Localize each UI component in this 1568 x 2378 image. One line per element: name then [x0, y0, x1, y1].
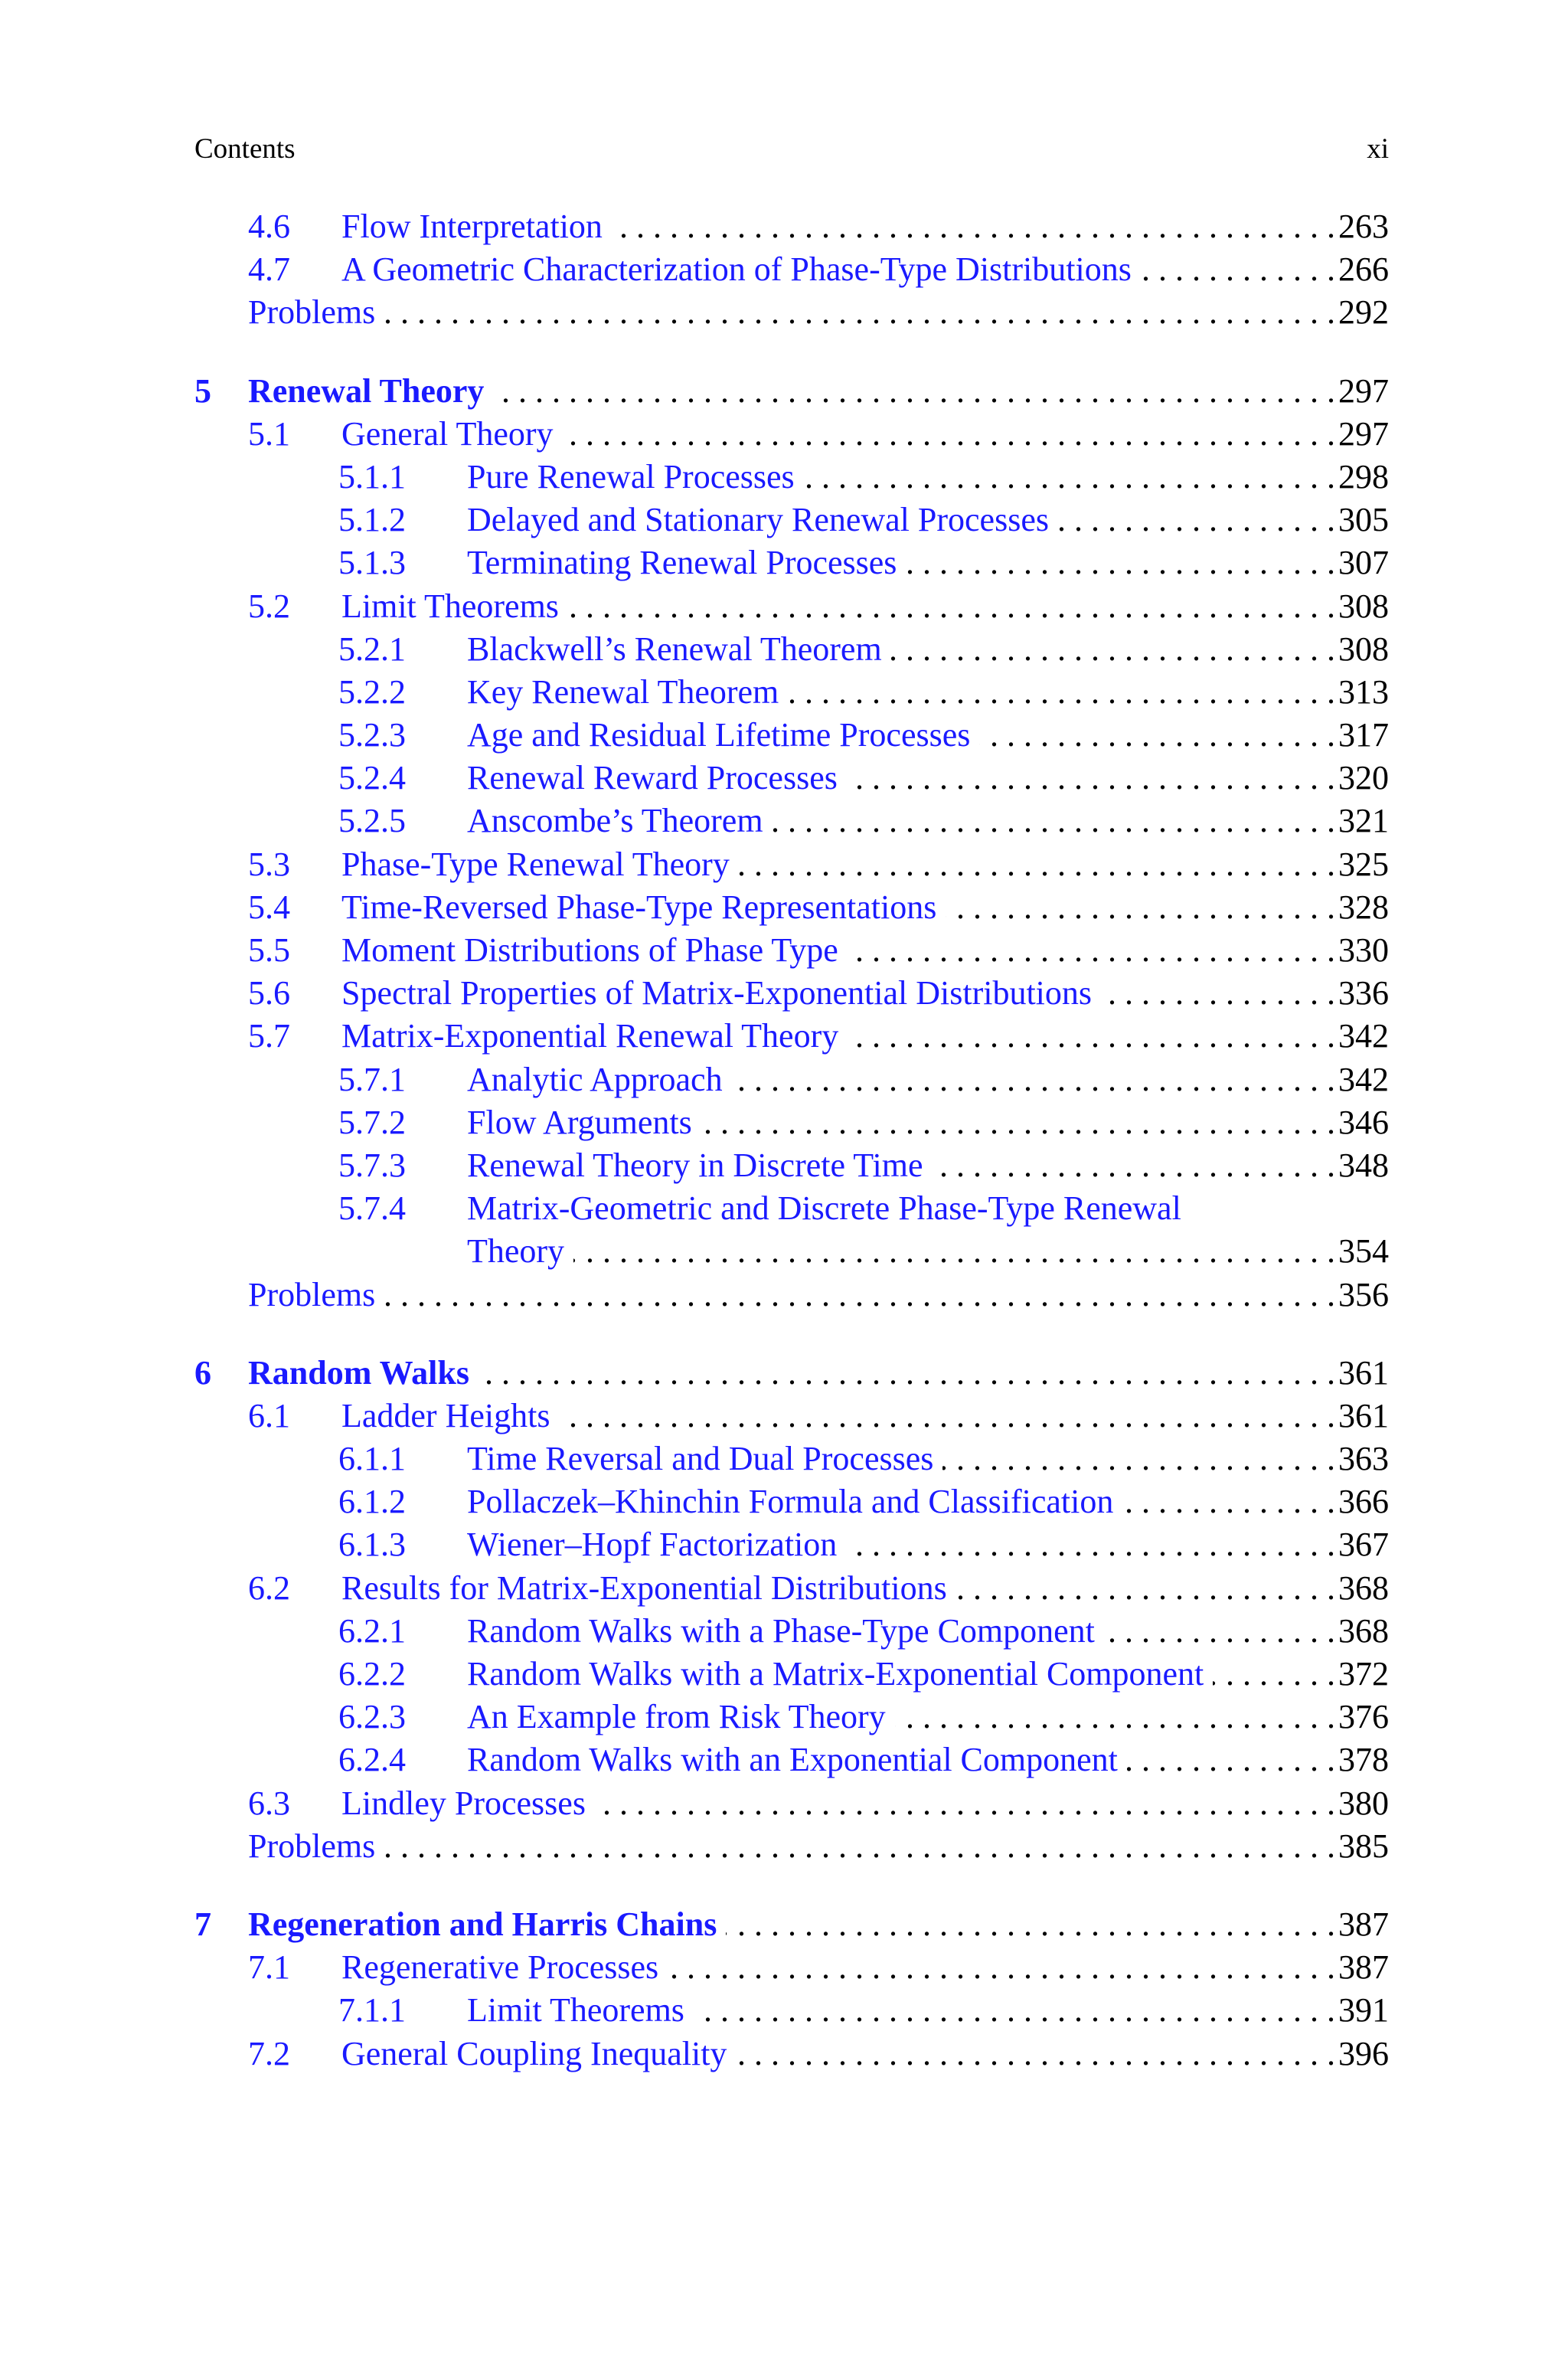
toc-entry-number: 5.4 — [248, 888, 290, 926]
toc-entry-number: 4.6 — [248, 208, 290, 245]
dot-leader — [568, 585, 1335, 628]
toc-entry-line — [341, 1395, 1389, 1438]
toc-entry-line — [341, 886, 1389, 929]
toc-entry-number: 7.1 — [248, 1948, 290, 1987]
toc-entry[interactable] — [194, 1274, 1389, 1317]
toc-entry-page: 342 — [1338, 1060, 1389, 1098]
toc-entry-number: 5.1 — [248, 414, 290, 453]
toc-entry-title[interactable]: Time-Reversed Phase-Type Representations — [341, 888, 937, 926]
toc-entry-line — [467, 757, 1389, 800]
toc-entry-line — [341, 2033, 1389, 2075]
toc-entry-title[interactable]: Random Walks with a Phase-Type Component — [467, 1611, 1095, 1650]
toc-entry-title[interactable]: Pure Renewal Processes — [467, 457, 795, 496]
toc-entry-title[interactable]: Renewal Theory in Discrete Time — [467, 1146, 923, 1184]
toc-entry-line — [467, 1438, 1389, 1480]
toc-entry-page: 330 — [1338, 931, 1389, 969]
toc-entry-title[interactable]: Age and Residual Lifetime Processes — [467, 716, 971, 754]
toc-entry-number: 5.6 — [248, 974, 290, 1012]
toc-entry-title[interactable]: Limit Theorems — [341, 587, 559, 625]
toc-entry-title[interactable]: Random Walks with an Exponential Component — [467, 1741, 1118, 1779]
toc-entry-line — [467, 499, 1389, 541]
toc-entry-line — [467, 1523, 1389, 1566]
toc-entry-title[interactable]: Pollaczek–Khinchin Formula and Classification — [467, 1483, 1114, 1521]
toc-entry[interactable] — [194, 1946, 1389, 1989]
toc-entry-line — [467, 1480, 1389, 1523]
toc-entry-line — [467, 1739, 1389, 1781]
toc-entry-number: 6.1.3 — [338, 1526, 406, 1564]
toc-entry-line — [341, 1782, 1389, 1825]
toc-entry[interactable] — [194, 1015, 1389, 1058]
toc-entry-title[interactable]: Regenerative Processes — [341, 1948, 659, 1987]
toc-entry[interactable] — [194, 671, 1389, 714]
dot-leader — [694, 1989, 1335, 2032]
toc-entry-number: 6 — [194, 1353, 211, 1392]
dot-leader — [906, 541, 1335, 584]
toc-entry-line — [248, 1274, 1389, 1317]
toc-entry-page: 305 — [1338, 501, 1389, 539]
toc-entry-number: 5.2.2 — [338, 672, 406, 711]
toc-entry[interactable] — [194, 1480, 1389, 1523]
toc-entry-title[interactable]: Time Reversal and Dual Processes — [467, 1440, 934, 1478]
toc-entry-title[interactable]: Moment Distributions of Phase Type — [341, 931, 838, 969]
toc-entry-title[interactable]: Renewal Theory — [248, 371, 485, 410]
toc-entry-line — [341, 1946, 1389, 1989]
dot-leader — [895, 1696, 1335, 1739]
toc-entry-page: 356 — [1338, 1275, 1389, 1313]
toc-entry-number: 5.7.2 — [338, 1103, 406, 1141]
toc-entry-number: 5.1.2 — [338, 501, 406, 539]
toc-entry-page: 308 — [1338, 630, 1389, 668]
toc-entry-line — [341, 248, 1389, 291]
dot-leader — [846, 1523, 1335, 1566]
toc-entry-page: 363 — [1338, 1440, 1389, 1478]
toc-entry-title[interactable]: General Theory — [341, 414, 554, 453]
toc-entry-page: 336 — [1338, 974, 1389, 1012]
toc-entry-page: 263 — [1338, 208, 1389, 245]
toc-entry-number: 5.7.4 — [338, 1189, 406, 1228]
toc-entry-number: 5.3 — [248, 845, 290, 883]
dot-leader — [1101, 972, 1335, 1015]
dot-leader — [979, 714, 1335, 757]
dot-leader — [726, 1903, 1335, 1946]
toc-entry[interactable] — [194, 1395, 1389, 1438]
toc-entry-page: 292 — [1338, 293, 1389, 332]
toc-entry-title[interactable]: Problems — [248, 1275, 376, 1313]
dot-leader — [384, 291, 1335, 334]
toc-entry-title[interactable]: Limit Theorems — [467, 1991, 684, 2030]
toc-entry-number: 5.7.1 — [338, 1060, 406, 1098]
toc-entry-page: 325 — [1338, 845, 1389, 883]
toc-entry-page: 396 — [1338, 2034, 1389, 2072]
toc-entry-line — [467, 800, 1389, 842]
toc-entry-number: 6.1 — [248, 1396, 290, 1434]
toc-entry-page: 297 — [1338, 371, 1389, 410]
dot-leader — [946, 886, 1335, 929]
dot-leader — [1122, 1480, 1335, 1523]
toc-entry-number: 5.5 — [248, 931, 290, 969]
toc-entry-line — [341, 413, 1389, 456]
toc-chapter-entry[interactable] — [194, 1903, 1389, 1946]
toc-entry-number: 4.7 — [248, 250, 290, 289]
toc-entry-page: 297 — [1338, 414, 1389, 453]
dot-leader — [1127, 1739, 1335, 1781]
toc-entry-title[interactable]: Regeneration and Harris Chains — [248, 1905, 717, 1943]
toc-entry-title[interactable]: Spectral Properties of Matrix-Exponential Distributions — [341, 974, 1093, 1012]
toc-entry[interactable] — [194, 248, 1389, 291]
dot-leader — [804, 456, 1335, 499]
toc-chapter-entry[interactable] — [194, 1352, 1389, 1395]
toc-entry-number: 5.2 — [248, 587, 290, 625]
toc-entry-title[interactable]: Problems — [248, 293, 376, 332]
dot-leader — [384, 1274, 1335, 1317]
toc-entry-line — [467, 671, 1389, 714]
dot-leader — [736, 2033, 1335, 2075]
toc-entry[interactable] — [194, 456, 1389, 499]
toc-entry-line — [341, 843, 1389, 886]
toc-entry-title[interactable]: Key Renewal Theorem — [467, 672, 779, 711]
toc-entry-title[interactable]: An Example from Risk Theory — [467, 1698, 886, 1736]
toc-entry-title[interactable]: Lindley Processes — [341, 1784, 586, 1822]
toc-entry-line — [248, 1903, 1389, 1946]
toc-entry-line — [341, 929, 1389, 972]
toc-entry-line — [467, 541, 1389, 584]
toc-entry-title[interactable]: Matrix-Geometric and Discrete Phase-Type Renewal — [467, 1189, 1181, 1228]
toc-entry-title[interactable]: Wiener–Hopf Factorization — [467, 1526, 838, 1564]
toc-entry-title[interactable]: Theory — [467, 1232, 565, 1271]
toc-entry-line — [467, 1144, 1389, 1187]
toc-entry-title[interactable]: Terminating Renewal Processes — [467, 544, 897, 582]
dot-leader — [933, 1144, 1335, 1187]
toc-entry-number: 5.1.3 — [338, 544, 406, 582]
toc-entry-number: 7.1.1 — [338, 1991, 406, 2030]
toc-entry-line — [467, 1653, 1389, 1696]
toc-entry-line — [467, 456, 1389, 499]
toc-entry-title[interactable]: Flow Interpretation — [341, 208, 603, 245]
dot-leader — [479, 1352, 1335, 1395]
toc-entry[interactable] — [194, 1696, 1389, 1739]
toc-entry-title[interactable]: Random Walks — [248, 1353, 469, 1392]
dot-leader — [847, 757, 1335, 800]
toc-entry[interactable] — [194, 291, 1389, 334]
toc-entry-page: 368 — [1338, 1568, 1389, 1607]
toc-entry-page: 354 — [1338, 1232, 1389, 1271]
toc-entry[interactable] — [194, 800, 1389, 842]
toc-entry[interactable] — [194, 757, 1389, 800]
toc-entry-title[interactable]: Matrix-Exponential Renewal Theory — [341, 1017, 839, 1055]
toc-entry[interactable] — [194, 886, 1389, 929]
toc-entry[interactable] — [194, 205, 1389, 248]
toc-entry[interactable] — [194, 1058, 1389, 1101]
dot-leader — [668, 1946, 1335, 1989]
dot-leader — [739, 843, 1335, 886]
toc-entry-page: 317 — [1338, 716, 1389, 754]
toc-entry-line — [467, 1187, 1389, 1230]
toc-entry[interactable] — [194, 1567, 1389, 1610]
toc-entry-number: 6.2.3 — [338, 1698, 406, 1736]
toc-chapter-entry[interactable] — [194, 370, 1389, 413]
toc-entry-number: 6.1.2 — [338, 1483, 406, 1521]
toc-entry-line — [341, 1567, 1389, 1610]
toc-entry-line — [467, 1230, 1389, 1273]
toc-entry-title[interactable]: Phase-Type Renewal Theory — [341, 845, 730, 883]
toc-entry-number: 6.2 — [248, 1568, 290, 1607]
dot-leader — [1058, 499, 1335, 541]
dot-leader — [1141, 248, 1335, 291]
dot-leader — [848, 1015, 1335, 1058]
toc-entry[interactable] — [194, 1523, 1389, 1566]
toc-entry[interactable] — [194, 1825, 1389, 1868]
toc-entry[interactable] — [194, 929, 1389, 972]
toc-entry-page: 320 — [1338, 759, 1389, 797]
toc-entry-page: 387 — [1338, 1905, 1389, 1943]
toc-entry-page: 348 — [1338, 1146, 1389, 1184]
toc-entry-number: 5.2.4 — [338, 759, 406, 797]
dot-leader — [493, 370, 1335, 413]
toc-entry-line — [467, 714, 1389, 757]
toc-entry-title[interactable]: Flow Arguments — [467, 1103, 692, 1141]
toc-entry[interactable] — [194, 2033, 1389, 2075]
toc-entry[interactable] — [194, 1101, 1389, 1144]
toc-entry-line — [248, 370, 1389, 413]
toc-entry-page: 298 — [1338, 457, 1389, 496]
toc-entry-line — [467, 1610, 1389, 1653]
toc-entry-page: 321 — [1338, 802, 1389, 840]
toc-entry-page: 307 — [1338, 544, 1389, 582]
toc-entry[interactable] — [194, 541, 1389, 584]
toc-entry-page: 372 — [1338, 1655, 1389, 1693]
dot-leader — [956, 1567, 1335, 1610]
toc-entry-page: 308 — [1338, 587, 1389, 625]
toc-entry-number: 7 — [194, 1905, 211, 1943]
toc-entry-page: 342 — [1338, 1017, 1389, 1055]
toc-entry-number: 6.3 — [248, 1784, 290, 1822]
table-of-contents — [194, 205, 1389, 2075]
toc-entry-page: 313 — [1338, 672, 1389, 711]
toc-entry[interactable] — [194, 585, 1389, 628]
toc-entry-page: 368 — [1338, 1611, 1389, 1650]
dot-leader — [788, 671, 1335, 714]
toc-entry-page: 376 — [1338, 1698, 1389, 1736]
toc-entry-number: 5.2.5 — [338, 802, 406, 840]
toc-entry-page: 361 — [1338, 1353, 1389, 1392]
dot-leader — [559, 1395, 1335, 1438]
toc-entry-number: 6.1.1 — [338, 1440, 406, 1478]
toc-entry[interactable] — [194, 1610, 1389, 1653]
toc-entry-number: 5 — [194, 371, 211, 410]
toc-entry-line — [467, 1058, 1389, 1101]
toc-entry-page: 328 — [1338, 888, 1389, 926]
toc-entry-page: 346 — [1338, 1103, 1389, 1141]
toc-entry-page: 366 — [1338, 1483, 1389, 1521]
toc-entry[interactable] — [194, 714, 1389, 757]
dot-leader — [595, 1782, 1335, 1825]
toc-entry-number: 6.2.2 — [338, 1655, 406, 1693]
dot-leader — [891, 628, 1335, 671]
toc-entry-page: 380 — [1338, 1784, 1389, 1822]
toc-entry[interactable] — [194, 1438, 1389, 1480]
toc-entry[interactable] — [194, 1230, 1389, 1273]
toc-entry-title[interactable]: General Coupling Inequality — [341, 2034, 727, 2072]
dot-leader — [384, 1825, 1335, 1868]
toc-entry-number: 5.2.3 — [338, 716, 406, 754]
toc-entry-number: 5.7 — [248, 1017, 290, 1055]
toc-entry[interactable] — [194, 1144, 1389, 1187]
toc-entry-page: 387 — [1338, 1948, 1389, 1987]
toc-entry-title[interactable]: Blackwell’s Renewal Theorem — [467, 630, 882, 668]
dot-leader — [573, 1230, 1335, 1273]
toc-entry-title[interactable]: Renewal Reward Processes — [467, 759, 838, 797]
dot-leader — [1104, 1610, 1335, 1653]
dot-leader — [942, 1438, 1335, 1480]
dot-leader — [1213, 1653, 1335, 1696]
toc-entry-line — [467, 1101, 1389, 1144]
toc-entry[interactable] — [194, 1653, 1389, 1696]
dot-leader — [732, 1058, 1335, 1101]
toc-entry-number: 7.2 — [248, 2034, 290, 2072]
toc-entry-title[interactable]: Results for Matrix-Exponential Distributions — [341, 1568, 947, 1607]
toc-entry-number: 6.2.4 — [338, 1741, 406, 1779]
toc-entry-page: 367 — [1338, 1526, 1389, 1564]
toc-entry-title[interactable]: Analytic Approach — [467, 1060, 723, 1098]
toc-entry-line — [341, 585, 1389, 628]
toc-entry-page: 391 — [1338, 1991, 1389, 2030]
toc-entry[interactable] — [194, 413, 1389, 456]
toc-entry-line — [467, 1989, 1389, 2032]
toc-entry-title[interactable]: Random Walks with a Matrix-Exponential Component — [467, 1655, 1204, 1693]
toc-entry[interactable] — [194, 1989, 1389, 2032]
toc-entry[interactable] — [194, 628, 1389, 671]
toc-entry-line — [248, 1825, 1389, 1868]
dot-leader — [773, 800, 1335, 842]
running-head-title: Contents — [194, 133, 296, 165]
toc-entry[interactable] — [194, 843, 1389, 886]
toc-entry[interactable] — [194, 1187, 1389, 1230]
toc-entry-number: 5.1.1 — [338, 457, 406, 496]
toc-entry-title[interactable]: A Geometric Characterization of Phase-Type Distributions — [341, 250, 1132, 289]
toc-entry-title[interactable]: Ladder Heights — [341, 1396, 550, 1434]
toc-entry-line — [467, 628, 1389, 671]
toc-entry-number: 6.2.1 — [338, 1611, 406, 1650]
page-number: xi — [1367, 133, 1389, 165]
toc-entry-line — [341, 972, 1389, 1015]
toc-entry-page: 378 — [1338, 1741, 1389, 1779]
toc-entry[interactable] — [194, 499, 1389, 541]
dot-leader — [612, 205, 1335, 248]
toc-entry-title[interactable]: Problems — [248, 1827, 376, 1865]
toc-entry[interactable] — [194, 972, 1389, 1015]
toc-entry-number: 5.2.1 — [338, 630, 406, 668]
toc-entry-page: 385 — [1338, 1827, 1389, 1865]
running-head — [194, 130, 1389, 168]
dot-leader — [563, 413, 1335, 456]
toc-entry-line — [248, 1352, 1389, 1395]
toc-entry-title[interactable]: Delayed and Stationary Renewal Processes — [467, 501, 1049, 539]
toc-entry-line — [467, 1696, 1389, 1739]
toc-entry-line — [341, 205, 1389, 248]
toc-entry-page: 361 — [1338, 1396, 1389, 1434]
toc-entry-number: 5.7.3 — [338, 1146, 406, 1184]
toc-entry-line — [341, 1015, 1389, 1058]
toc-entry[interactable] — [194, 1739, 1389, 1781]
toc-entry-title[interactable]: Anscombe’s Theorem — [467, 802, 763, 840]
toc-entry-line — [248, 291, 1389, 334]
dot-leader — [701, 1101, 1335, 1144]
toc-entry[interactable] — [194, 1782, 1389, 1825]
toc-entry-page: 266 — [1338, 250, 1389, 289]
dot-leader — [848, 929, 1335, 972]
